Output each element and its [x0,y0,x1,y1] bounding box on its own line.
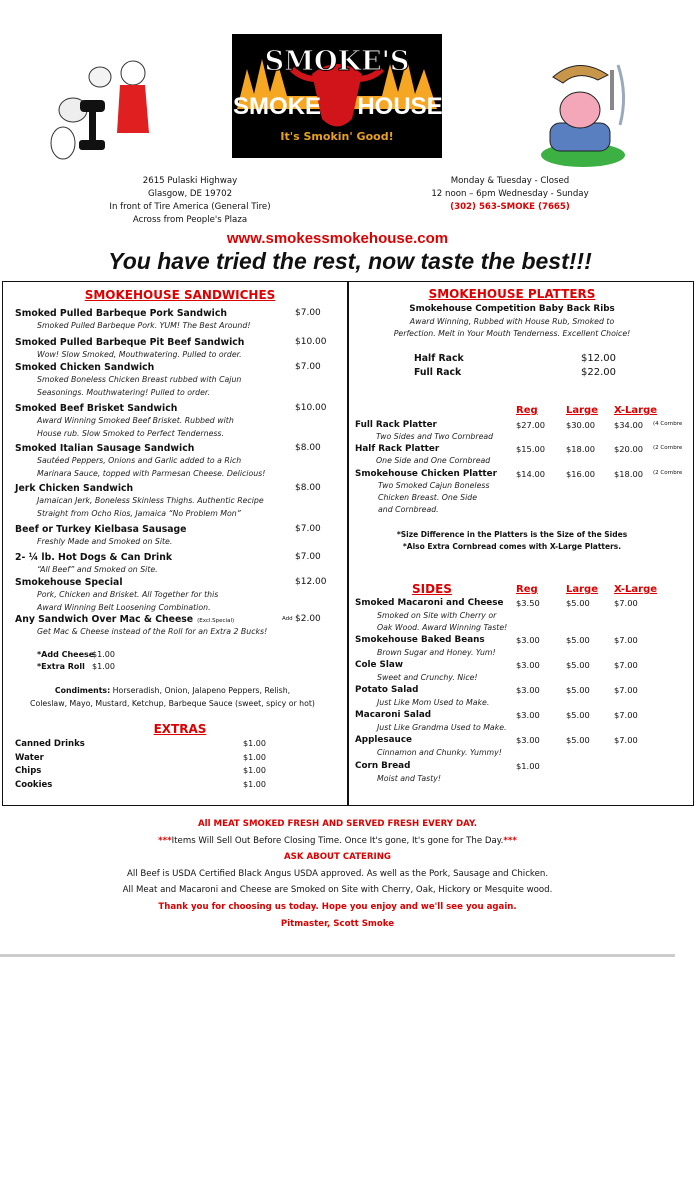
platter-name: Half Rack Platter [355,444,440,454]
sandwich-name: 2- ¼ lb. Hot Dogs & Can Drink [15,552,172,563]
svg-text:SMOKE'S: SMOKE'S [264,46,410,77]
platter-price: $20.00 [614,444,644,454]
column-header: Large [566,405,598,416]
platter-description: and Cornbread. [378,505,439,514]
platter-price: $14.00 [516,469,546,479]
platter-description: One Side and One Cornbread [376,456,491,465]
sandwich-description: “All Beef” and Smoked on Site. [37,565,158,574]
platter-description: Chicken Breast. One Side [378,493,477,502]
platter-note: *Also Extra Cornbread comes with X-Large Platters. [402,542,622,551]
sandwich-description: Smoked Boneless Chicken Breast rubbed with Cajun [37,375,242,384]
side-name: Smokehouse Baked Beans [355,635,485,645]
condiments-label: Condiments: [54,686,111,695]
platter-description: Two Sides and Two Cornbread [376,432,494,441]
extra-price: $1.00 [243,739,266,748]
platter-price: $16.00 [566,469,596,479]
sandwich-name: Smokehouse Special [15,577,123,588]
rack-price: $12.00 [581,353,616,364]
side-price: $1.00 [516,761,540,771]
extra-name: Water [15,752,44,763]
sandwich-name: Beef or Turkey Kielbasa Sausage [15,524,187,535]
platter-note: *Size Difference in the Platters is the Size of the Sides [396,530,628,539]
side-price: $5.00 [566,735,590,745]
platter-name: Full Rack Platter [355,420,437,430]
column-header: Reg [516,584,538,595]
side-price: $5.00 [566,635,590,645]
side-price: $7.00 [614,635,638,645]
rack-name: Full Rack [414,367,462,378]
thank-you-message: Thank you for choosing us today. Hope you enjoy and we'll see you again. [158,902,517,912]
side-description: Cinnamon and Chunky. Yummy! [377,748,502,757]
rack-name: Half Rack [414,353,464,364]
side-price: $3.50 [516,598,540,608]
slogan: You have tried the rest, now taste the best!!! [108,248,592,274]
hours-line: 12 noon – 6pm Wednesday - Sunday [431,189,589,199]
footer-fresh-notice: All MEAT SMOKED FRESH AND SERVED FRESH EVERY DAY. [197,819,478,829]
platter-price: $15.00 [516,444,546,454]
addon-name: *Extra Roll [37,662,85,671]
address-line: In front of Tire America (General Tire) [109,202,271,212]
extra-price: $1.00 [243,779,266,789]
sandwich-price: $10.00 [295,337,327,347]
addon-price: $1.00 [92,662,115,671]
side-price: $7.00 [614,598,638,608]
catering-notice: ASK ABOUT CATERING [284,852,391,862]
address-line: Glasgow, DE 19702 [147,189,233,199]
note: (Excl.Special) [197,618,235,624]
side-name: Macaroni Salad [355,710,432,720]
sandwich-name: Smoked Pulled Barbeque Pork Sandwich [15,308,227,319]
sandwich-price: $2.00 [295,614,321,624]
extra-name: Canned Drinks [15,739,85,749]
side-price: $3.00 [516,710,540,720]
bottom-divider [0,954,675,957]
side-price: $3.00 [516,660,540,670]
column-header: Reg [516,405,538,416]
side-description: Smoked on Site with Cherry or [377,611,497,620]
section-title-platters: SMOKEHOUSE PLATTERS [428,287,596,301]
extra-name: Chips [15,766,42,776]
condiments-line: Coleslaw, Mayo, Mustard, Ketchup, Barbeque Sauce (sweet, spicy or hot) [30,699,315,708]
sandwich-description: Straight from Ocho Rios, Jamaica “No Problem Mon” [37,509,241,518]
side-name: Potato Salad [355,685,419,695]
column-header: X-Large [614,584,658,595]
sandwich-name: Jerk Chicken Sandwich [15,483,134,494]
side-description: Sweet and Crunchy. Nice! [377,673,478,682]
side-price: $7.00 [614,735,638,745]
address-line: 2615 Pulaski Highway [142,176,238,186]
sandwich-price: $7.00 [295,362,321,372]
stars: *** [503,836,517,846]
platter-name: Smokehouse Chicken Platter [355,469,497,479]
side-price: $5.00 [566,685,590,695]
sandwich-description: Smoked Pulled Barbeque Pork. YUM! The Best Around! [37,321,251,330]
sandwich-name: Smoked Beef Brisket Sandwich [15,403,178,414]
sandwich-description: Get Mac & Cheese instead of the Roll for an Extra 2 Bucks! [37,627,268,636]
sandwich-name: Any Sandwich Over Mac & Cheese (Excl.Special) [15,614,235,625]
side-name: Cole Slaw [355,660,403,670]
sandwich-description: Sautéed Peppers, Onions and Garlic added to a Rich [37,456,242,465]
side-description: Brown Sugar and Honey. Yum! [377,648,496,657]
xl-note: (4 Cornbre [653,421,683,427]
extra-name: Cookies [15,779,53,790]
side-price: $5.00 [566,660,590,670]
side-name: Applesauce [355,735,412,745]
sandwich-description: Pork, Chicken and Brisket. All Together for this [37,590,219,599]
smoking-wood-notice: All Meat and Macaroni and Cheese are Smoked on Site with Cherry, Oak, Hickory or Mesquite wood. [122,885,553,895]
side-price: $7.00 [614,685,638,695]
side-price: $5.00 [566,710,590,720]
addon-price: $1.00 [92,650,115,659]
condiments-line [0,686,345,695]
pitmaster-signature: Pitmaster, Scott Smoke [280,919,395,929]
xl-note: (2 Cornbre [653,445,683,451]
column-header: Large [566,584,598,595]
hours-line: Monday & Tuesday - Closed [450,176,570,186]
sandwich-name: Smoked Pulled Barbeque Pit Beef Sandwich [15,337,245,348]
platter-price: $18.00 [614,469,644,479]
side-price: $3.00 [516,685,540,695]
side-price: $7.00 [614,660,638,670]
phone-number[interactable]: (302) 563-SMOKE (7665) [450,202,570,212]
side-description: Just Like Mom Used to Make. [377,698,490,707]
sandwich-price: $7.00 [295,524,321,534]
platter-price: $34.00 [614,420,644,430]
side-name: Corn Bread [355,761,411,771]
sandwich-description: Award Winning Smoked Beef Brisket. Rubbed with [37,416,234,425]
platter-price: $18.00 [566,444,596,454]
side-description: Moist and Tasty! [377,774,441,783]
address-line: Across from People's Plaza [132,215,248,225]
condiments-text: Horseradish, Onion, Jalapeno Peppers, Relish, [110,686,291,695]
section-title-sides: SIDES [412,582,452,596]
platter-price: $27.00 [516,420,546,430]
extra-price: $1.00 [243,752,266,762]
side-price: $7.00 [614,710,638,720]
sandwich-description: Wow! Slow Smoked, Mouthwatering. Pulled to order. [37,350,242,359]
side-description: Oak Wood. Award Winning Taste! [377,623,508,632]
sandwich-description: House rub. Slow Smoked to Perfect Tenderness. [37,429,224,438]
sandwich-description: Seasonings. Mouthwatering! Pulled to order. [37,388,210,397]
footer-sellout-notice [0,836,675,846]
stars: *** [158,836,172,846]
platter-description: Two Smoked Cajun Boneless [378,481,490,490]
side-price: $5.00 [566,598,590,608]
column-header: X-Large [614,405,658,416]
addon-name: *Add Cheese [37,650,95,659]
sandwich-description: Award Winning Belt Loosening Combination. [37,603,211,612]
ribs-title: Smokehouse Competition Baby Back Ribs [409,304,615,314]
extra-price: $1.00 [243,766,266,775]
price-prefix: Add [282,616,293,622]
rack-price: $22.00 [581,367,616,378]
side-name: Smoked Macaroni and Cheese [355,598,504,608]
ribs-description: Perfection. Melt in Your Mouth Tenderness. Excellent Choice! [393,329,631,338]
svg-text:SMOKE: SMOKE [232,93,322,120]
sandwich-name: Smoked Italian Sausage Sandwich [15,443,195,454]
sellout-text: Items Will Sell Out Before Closing Time. Once It's gone, It's gone for The Day. [171,836,504,846]
section-title-sandwiches: SMOKEHOUSE SANDWICHES [84,288,276,302]
side-description: Just Like Grandma Used to Make. [377,723,507,732]
sandwich-price: $8.00 [295,443,321,453]
beef-notice: All Beef is USDA Certified Black Angus USDA approved. As well as the Pork, Sausage and Chicken. [126,869,549,879]
ribs-description: Award Winning, Rubbed with House Rub, Smoked to [409,317,615,326]
sandwich-price: $12.00 [295,577,327,587]
sandwich-price: $7.00 [295,308,321,318]
sandwich-name: Smoked Chicken Sandwich [15,362,155,373]
sandwich-description: Marinara Sauce, topped with Parmesan Cheese. Delicious! [37,469,266,478]
side-price: $3.00 [516,635,540,645]
sandwich-price: $10.00 [295,403,327,413]
xl-note: (2 Cornbre [653,470,683,476]
svg-text:HOUSE: HOUSE [357,93,443,120]
svg-text:It's Smokin' Good!: It's Smokin' Good! [280,130,394,143]
sandwich-price: $8.00 [295,483,321,493]
sandwich-price: $7.00 [295,552,321,562]
side-price: $3.00 [516,735,540,745]
website-link[interactable]: www.smokessmokehouse.com [226,230,449,247]
section-title-extras: EXTRAS [153,722,207,736]
platter-price: $30.00 [566,420,596,430]
sandwich-description: Jamaican Jerk, Boneless Skinless Thighs. Authentic Recipe [37,496,264,505]
sandwich-description: Freshly Made and Smoked on Site. [37,537,173,546]
